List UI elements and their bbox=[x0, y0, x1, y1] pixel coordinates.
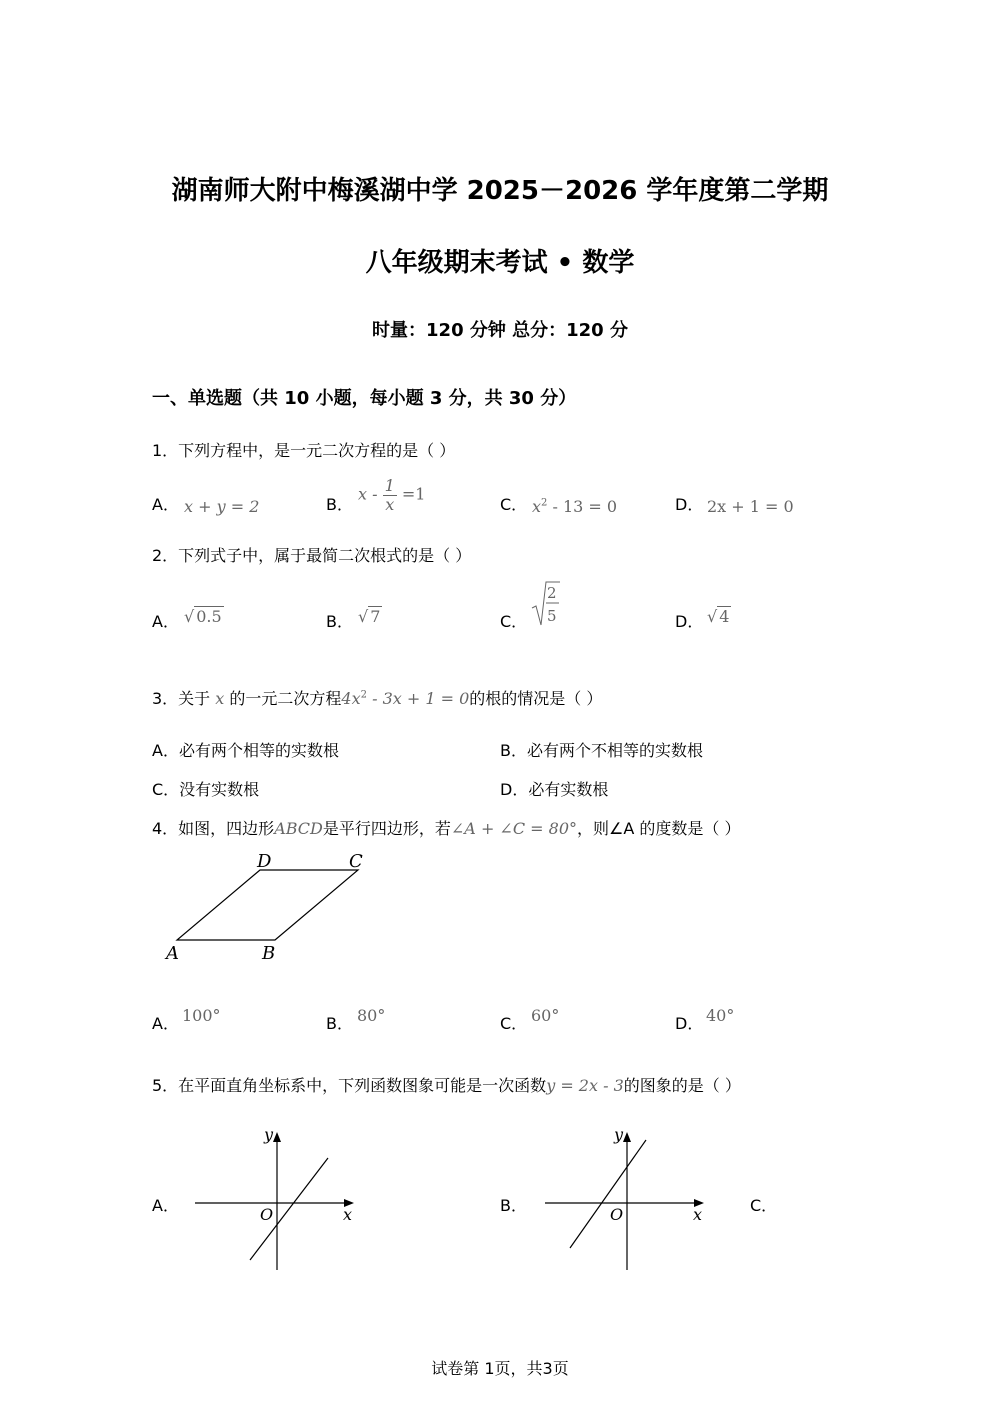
q2-option-d-math bbox=[707, 607, 731, 626]
exam-title-line1: 湖南师大附中梅溪湖中学 2025－2026 学年度第二学期 bbox=[171, 176, 829, 206]
question-3-stem bbox=[152, 686, 602, 709]
parallelogram-shape bbox=[177, 870, 358, 940]
q5-function: y = 2x - 3 bbox=[546, 1076, 624, 1095]
q1-c-exponent: 2 bbox=[541, 497, 548, 509]
q3-stem-post: 的根的情况是（ ） bbox=[469, 689, 603, 708]
q1-option-b-label: B． bbox=[326, 495, 353, 514]
q3-option-c: C．没有实数根 bbox=[152, 780, 260, 799]
q1-c-post: - 13 = 0 bbox=[547, 497, 618, 516]
q1-c-base: x bbox=[532, 497, 542, 516]
q1-option-d-label: D． bbox=[675, 495, 704, 514]
q3-stem-mid: 的一元二次方程 bbox=[224, 689, 342, 708]
radical-sign: √ bbox=[707, 607, 718, 626]
q1-option-a-math: x + y = 2 bbox=[184, 497, 260, 516]
q1-option-b-math bbox=[358, 477, 425, 513]
q4-option-c-label: C． bbox=[500, 1014, 528, 1033]
q5-option-b-label: B． bbox=[500, 1196, 527, 1215]
q4-stem-post: ，则∠A 的度数是（ ） bbox=[577, 819, 741, 838]
exam-title-line2: 八年级期末考试 • 数学 bbox=[365, 248, 635, 278]
q4-stem-pre: 4．如图，四边形 bbox=[152, 819, 275, 838]
q2-option-d-label: D． bbox=[675, 612, 704, 631]
q5-stem-post: 的图象的是（ ） bbox=[623, 1076, 741, 1095]
vertex-label-c: C bbox=[349, 851, 363, 872]
q2-option-b-label: B． bbox=[326, 612, 353, 631]
q3-variable: x bbox=[215, 689, 225, 708]
q2-c-radical-fraction bbox=[530, 578, 562, 628]
q1-option-a-label: A． bbox=[152, 495, 179, 514]
question-4-stem bbox=[152, 816, 740, 839]
q4-option-d-value: 40° bbox=[706, 1006, 735, 1025]
q4-condition: ∠A + ∠C = 80° bbox=[450, 819, 578, 838]
q4-option-b-label: B． bbox=[326, 1014, 353, 1033]
vertex-label-d: D bbox=[257, 851, 272, 872]
q2-option-c-label: C． bbox=[500, 612, 528, 631]
q2-b-radicand: 7 bbox=[370, 607, 381, 626]
y-axis-label: y bbox=[614, 1125, 624, 1144]
page-footer: 试卷第 1页，共3页 bbox=[431, 1359, 569, 1378]
q5-graph-a bbox=[190, 1120, 370, 1275]
radical-sign: √ bbox=[184, 607, 195, 626]
vertex-label-a: A bbox=[166, 943, 179, 964]
y-axis-label: y bbox=[264, 1125, 274, 1144]
q4-option-c-value: 60° bbox=[531, 1006, 560, 1025]
q1-option-c-math bbox=[532, 497, 617, 516]
q4-option-a-label: A． bbox=[152, 1014, 179, 1033]
origin-label: O bbox=[610, 1205, 624, 1224]
q1-b-denominator: x bbox=[385, 494, 395, 514]
q3-eq-b: - 3x + 1 = 0 bbox=[366, 689, 470, 708]
y-axis-arrow bbox=[623, 1132, 631, 1142]
x-axis-label: x bbox=[343, 1205, 353, 1224]
q4-stem-mid: 是平行四边形，若 bbox=[322, 819, 451, 838]
vertex-label-b: B bbox=[262, 943, 276, 964]
q2-a-radicand: 0.5 bbox=[196, 607, 222, 626]
q5-option-c-label: C． bbox=[750, 1196, 778, 1215]
radical-sign: √ bbox=[358, 607, 369, 626]
q3-option-d: D．必有实数根 bbox=[500, 780, 609, 799]
q2-c-denominator: 5 bbox=[547, 607, 557, 625]
q3-option-a: A．必有两个相等的实数根 bbox=[152, 741, 339, 760]
question-1-stem: 1．下列方程中，是一元二次方程的是（ ） bbox=[152, 441, 456, 460]
q1-option-d-math: 2x + 1 = 0 bbox=[707, 497, 794, 516]
function-line bbox=[570, 1140, 646, 1248]
question-2-stem: 2．下列式子中，属于最简二次根式的是（ ） bbox=[152, 546, 472, 565]
q5-option-a-label: A． bbox=[152, 1196, 179, 1215]
origin-label: O bbox=[260, 1205, 274, 1224]
y-axis-arrow bbox=[273, 1132, 281, 1142]
section-heading: 一、单选题（共 10 小题，每小题 3 分，共 30 分） bbox=[152, 388, 577, 409]
q3-option-b: B．必有两个不相等的实数根 bbox=[500, 741, 703, 760]
q2-option-c-math bbox=[530, 578, 562, 632]
q1-b-pre: x - bbox=[358, 484, 378, 504]
q2-option-a-math bbox=[184, 607, 224, 626]
q4-shape: ABCD bbox=[274, 819, 323, 838]
parallelogram-figure bbox=[160, 845, 380, 970]
q3-eq-exponent: 2 bbox=[360, 689, 367, 701]
q5-stem-pre: 5．在平面直角坐标系中，下列函数图象可能是一次函数 bbox=[152, 1076, 547, 1095]
x-axis-label: x bbox=[693, 1205, 703, 1224]
q2-d-radicand: 4 bbox=[719, 607, 730, 626]
q4-option-d-label: D． bbox=[675, 1014, 704, 1033]
q2-option-a-label: A． bbox=[152, 612, 179, 631]
q1-b-fraction bbox=[383, 477, 397, 513]
q3-stem-pre: 3．关于 bbox=[152, 689, 216, 708]
q1-b-numerator: 1 bbox=[384, 476, 395, 495]
q1-b-post: =1 bbox=[401, 484, 426, 504]
q3-eq-a: 4x bbox=[341, 689, 361, 708]
q1-option-c-label: C． bbox=[500, 495, 528, 514]
exam-info: 时量：120 分钟 总分：120 分 bbox=[372, 320, 628, 341]
q2-option-b-math bbox=[358, 607, 382, 626]
q2-c-numerator: 2 bbox=[547, 584, 557, 602]
q4-option-a-value: 100° bbox=[182, 1006, 221, 1025]
q4-option-b-value: 80° bbox=[357, 1006, 386, 1025]
q5-graph-b bbox=[540, 1120, 720, 1275]
question-5-stem bbox=[152, 1073, 741, 1096]
